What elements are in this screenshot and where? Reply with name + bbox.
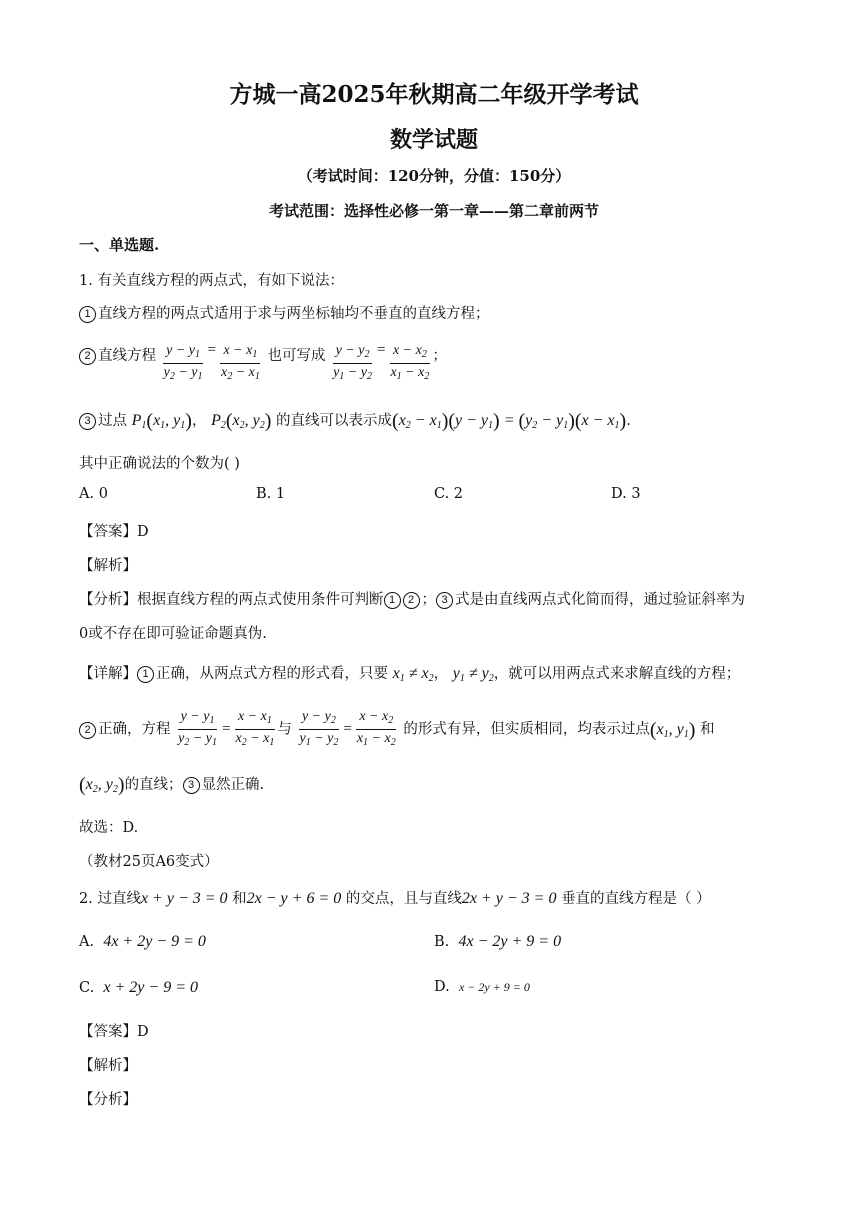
- q2-answer: 【答案】D: [79, 1024, 149, 1040]
- q2-option-c: [79, 979, 198, 997]
- fraction: $\frac{y - y_2}{y_1 - y_2}$: [299, 709, 339, 748]
- circle-mark-2: 2: [79, 348, 96, 365]
- q1-analysis-label: 【解析】: [79, 558, 137, 574]
- condition-x: $x_1 \ne x_2$: [392, 665, 434, 684]
- exam-info: （考试时间：120分钟，分值：150分）: [297, 167, 571, 185]
- q1-s2-end: ；: [432, 348, 447, 364]
- xj2-text-2: 与: [277, 721, 292, 738]
- q1-choice: 故选：D.: [79, 820, 139, 836]
- circle-mark-2: 2: [79, 722, 96, 739]
- q1-statement-3: 3 过点 $P_1(x_1$, $y_1$)， $P_2(x_2$, $y_2$) 的直线可以表示成$(x_2 - x_1)(y - y_1) = (y_2 - y_1)(x - x_1)$.: [79, 409, 631, 433]
- circle-mark-1: 1: [79, 306, 96, 323]
- point-1: ($x_1$, $y_1$): [649, 718, 696, 741]
- point-2: ($x_2$, $y_2$): [79, 773, 125, 796]
- exam-subtitle: 数学试题: [389, 127, 478, 153]
- q2-option-b: [434, 933, 561, 951]
- circle-mark-3: 3: [183, 777, 200, 794]
- q1-xiangjie: [79, 662, 740, 684]
- q2-stem-end: 垂直的直线方程是（ ）: [561, 891, 711, 907]
- line-equation-2: 2x − y + 6 = 0: [246, 890, 342, 907]
- circle-mark-3: 3: [79, 413, 96, 430]
- option-label: D.: [434, 979, 450, 995]
- q2-stem-mid: 的交点，且与直线: [345, 891, 462, 907]
- q1-statement-2: 2 直线方程 $\frac{y - y_1}{y_2 - y_1}$ = $\frac{x - x_1}{x_2 - x_1}$ 也可写成 $\frac{y - y_2}{y_1 - y_2}$ = $\frac{x - x_2}{x_1 - x_2}$ ；: [79, 342, 447, 385]
- q1-option-c: C. 2: [434, 486, 464, 502]
- circle-mark-3: 3: [436, 592, 453, 609]
- q1-xiangjie-2: 2 正确，方程 $\frac{y - y_1}{y_2 - y_1}$ = $\frac{x - x_1}{x_2 - x_1}$ 与 $\frac{y - y_2}{y_1 - y_2}$ = $\frac{x - x_2}{x_1 - x_2}$ 的形式有异，但实质相同，均表示过点($x_1$, $y_1$) 和: [79, 708, 715, 751]
- xj2-text-3: 的形式有异，但实质相同，均表示过点: [403, 721, 650, 738]
- q1-stem: 1. 有关直线方程的两点式，有如下说法：: [79, 273, 344, 289]
- fenxi-text-3: 式是由直线两点式化简而得，通过验证斜率为: [455, 592, 745, 608]
- fraction: $\frac{x - x_2}{x_1 - x_2}$: [356, 709, 396, 748]
- option-equation: 4x − 2y + 9 = 0: [458, 933, 562, 950]
- fraction: $\frac{y - y_1}{y_2 - y_1}$: [163, 343, 203, 382]
- circle-mark-2: 2: [403, 592, 420, 609]
- q2-analysis-label: 【解析】: [79, 1058, 137, 1074]
- two-point-equation: $(x_2 - x_1)(y - y_1) = (y_2 - y_1)(x - x_1)$: [392, 409, 627, 432]
- xj2-text-4: 和: [700, 721, 715, 738]
- point-p2: $P_2(x_2$, $y_2$): [211, 409, 272, 432]
- q2-option-a: [79, 933, 206, 951]
- option-equation: x + 2y − 9 = 0: [103, 979, 198, 996]
- fraction: $\frac{x - x_2}{x_1 - x_2}$: [390, 343, 430, 382]
- q1-answer: 【答案】D: [79, 524, 149, 540]
- q1-fenxi-line2: 0或不存在即可验证命题真伪.: [79, 626, 267, 642]
- fenxi-text-2: ；: [421, 592, 436, 608]
- q1-xiangjie-3: [79, 773, 264, 797]
- line-equation-3: 2x + y − 3 = 0: [461, 890, 557, 907]
- fraction: $\frac{y - y_2}{y_1 - y_2}$: [333, 343, 372, 382]
- option-label: A.: [79, 934, 95, 950]
- q2-stem-pre: 2. 过直线: [79, 891, 141, 907]
- line-equation-1: x + y − 3 = 0: [140, 890, 228, 907]
- circle-mark-1: 1: [137, 666, 154, 683]
- exam-title: 方城一高2025年秋期高二年级开学考试: [229, 81, 639, 108]
- q2-fenxi-label: 【分析】: [79, 1092, 137, 1108]
- option-equation: 4x + 2y − 9 = 0: [103, 933, 206, 950]
- q1-statement-1: [79, 302, 490, 323]
- xj3-text-1: 的直线；: [124, 777, 183, 793]
- fraction: $\frac{y - y_1}{y_2 - y_1}$: [178, 709, 217, 748]
- circle-mark-1: 1: [384, 592, 401, 609]
- xj-text-3: ，就可以用两点式来求解直线的方程；: [493, 666, 741, 682]
- fraction: $\frac{x - x_1}{x_2 - x_1}$: [235, 709, 275, 748]
- xj2-text-1: 正确，方程: [98, 721, 171, 738]
- option-label: C.: [79, 980, 95, 996]
- section-title: 一、单选题.: [79, 236, 160, 254]
- q2-stem-and: 和: [232, 891, 247, 907]
- q1-option-a: A. 0: [79, 486, 108, 502]
- q2-option-d: [434, 979, 530, 995]
- q1-option-b: B. 1: [256, 486, 286, 502]
- option-equation: x − 2y + 9 = 0: [458, 980, 530, 994]
- point-p1: $P_1(x_1$, $y_1$): [131, 409, 192, 432]
- q1-s3-end: .: [626, 413, 631, 429]
- xj-text-2: ，: [433, 666, 449, 682]
- q1-source: （教材25页A6变式）: [79, 854, 219, 870]
- condition-y: $y_1 \ne y_2$: [452, 665, 494, 684]
- q1-s2-mid: 也可写成: [267, 348, 326, 364]
- q1-s3-pre: 过点: [98, 413, 127, 429]
- q1-s3-mid: 的直线可以表示成: [276, 413, 393, 429]
- fenxi-label: 【分析】: [79, 592, 137, 608]
- q1-question: 其中正确说法的个数为( ): [79, 456, 240, 472]
- q2-stem: [79, 887, 711, 908]
- fraction: $\frac{x - x_1}{x_2 - x_1}$: [220, 343, 260, 382]
- fenxi-text-1: 根据直线方程的两点式使用条件可判断: [137, 592, 384, 608]
- q1-s2-pre: 直线方程: [98, 348, 156, 364]
- xj3-text-2: 显然正确.: [201, 777, 265, 793]
- xiangjie-label: 【详解】: [79, 666, 137, 682]
- option-label: B.: [434, 934, 450, 950]
- q1-fenxi: [79, 588, 745, 609]
- q1-option-d: D. 3: [611, 486, 641, 502]
- xj-text-1: 正确，从两点式方程的形式看，只要: [156, 666, 388, 682]
- exam-scope: 考试范围：选择性必修一第一章——第二章前两节: [268, 202, 599, 220]
- q1-s1-text: 直线方程的两点式适用于求与两坐标轴均不垂直的直线方程；: [98, 306, 490, 322]
